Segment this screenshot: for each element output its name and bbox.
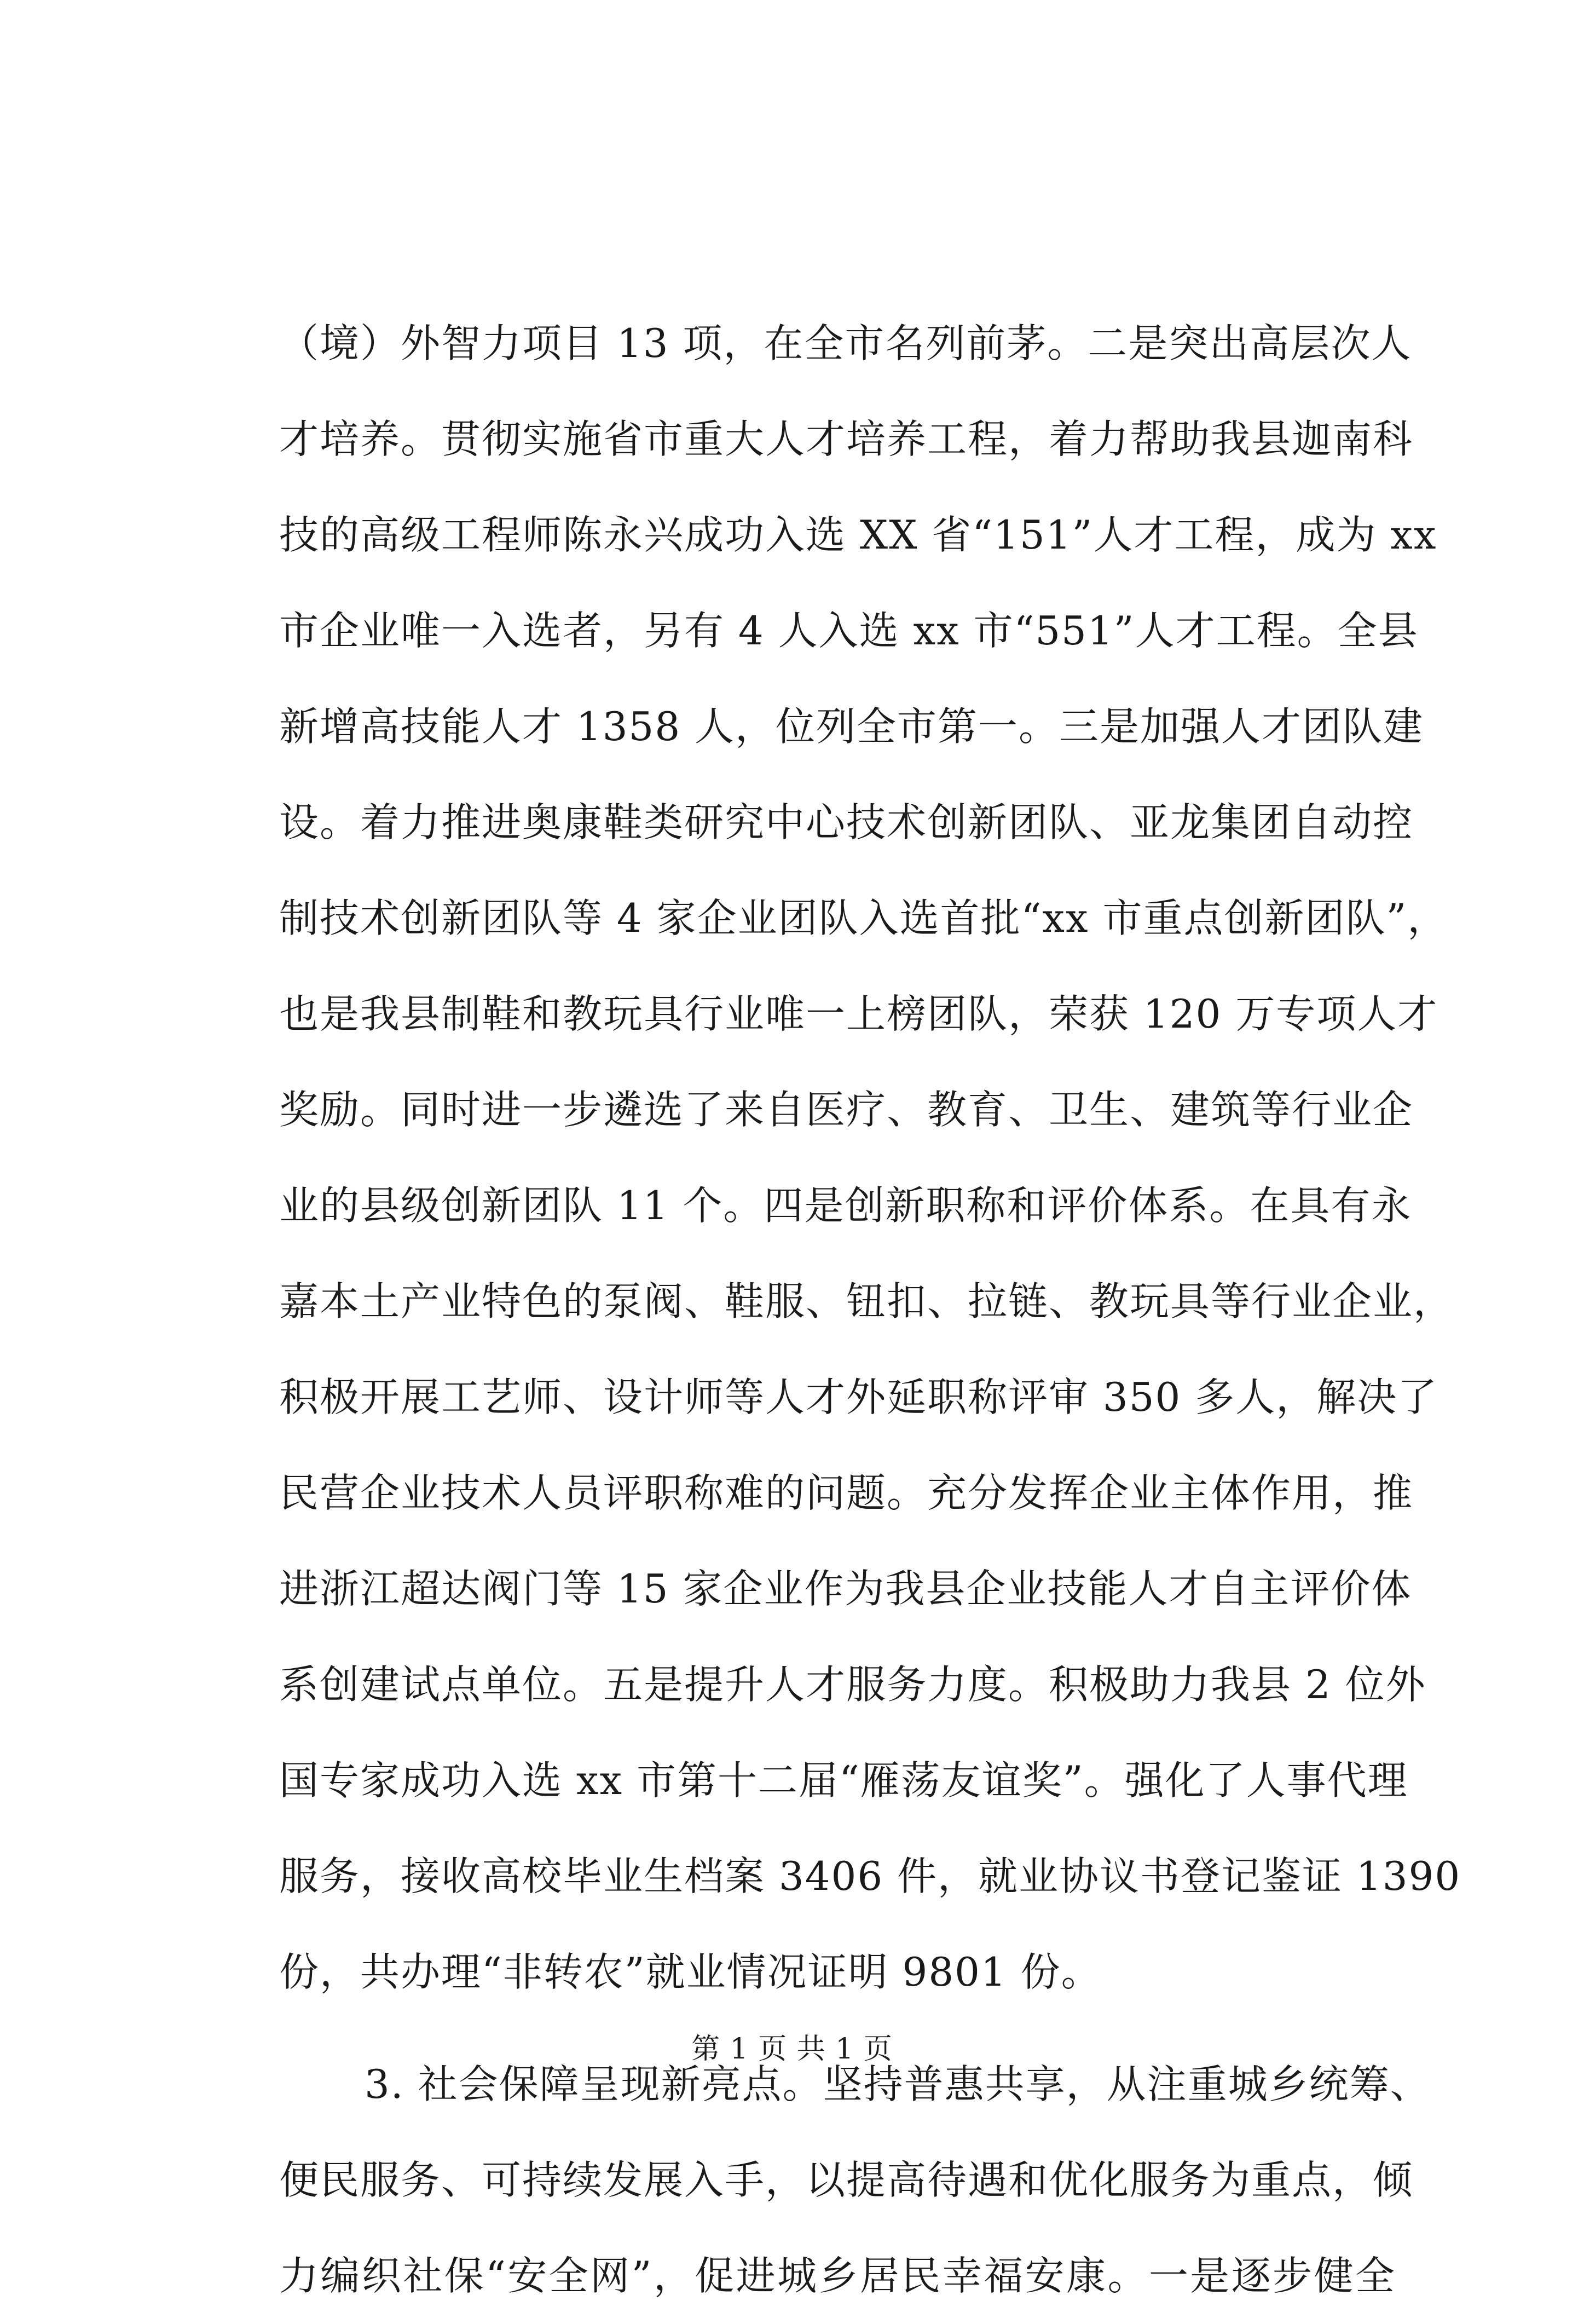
text-line: 制技术创新团队等 4 家企业团队入选首批“xx 市重点创新团队”， bbox=[279, 895, 1448, 941]
paragraph-1 bbox=[279, 296, 1461, 2020]
document-body bbox=[279, 296, 1461, 2324]
page-footer bbox=[0, 2026, 1584, 2067]
text-line: 嘉本土产业特色的泵阀、鞋服、钮扣、拉链、教玩具等行业企业， bbox=[279, 1278, 1454, 1324]
text-line: 进浙江超达阀门等 15 家企业作为我县企业技能人才自主评价体 bbox=[279, 1566, 1412, 1612]
text-line: 份，共办理“非转农”就业情况证明 9801 份。 bbox=[279, 1949, 1102, 1995]
text-line: 便民服务、可持续发展入手，以提高待遇和优化服务为重点，倾 bbox=[279, 2157, 1414, 2203]
text-line: 力编织社保“安全网”，促进城乡居民幸福安康。一是逐步健全 bbox=[279, 2253, 1396, 2299]
text-line: （境）外智力项目 13 项，在全市名列前茅。二是突出高层次人 bbox=[279, 320, 1412, 366]
text-line: 才培养。贯彻实施省市重大人才培养工程，着力帮助我县迦南科 bbox=[279, 416, 1414, 462]
text-line: 奖励。同时进一步遴选了来自医疗、教育、卫生、建筑等行业企 bbox=[279, 1087, 1414, 1133]
paragraph-2 bbox=[279, 2037, 1431, 2324]
text-line: 市企业唯一入选者，另有 4 人入选 xx 市“551”人才工程。全县 bbox=[279, 608, 1419, 654]
text-line: 3. 社会保障呈现新亮点。坚持普惠共享，从注重城乡统筹、 bbox=[365, 2061, 1431, 2107]
text-line: 设。着力推进奥康鞋类研究中心技术创新团队、亚龙集团自动控 bbox=[279, 799, 1414, 845]
text-line: 技的高级工程师陈永兴成功入选 XX 省“151”人才工程，成为 xx bbox=[279, 512, 1437, 558]
text-line: 也是我县制鞋和教玩具行业唯一上榜团队，荣获 120 万专项人才 bbox=[279, 991, 1438, 1037]
text-line: 新增高技能人才 1358 人，位列全市第一。三是加强人才团队建 bbox=[279, 703, 1424, 749]
text-line: 系创建试点单位。五是提升人才服务力度。积极助力我县 2 位外 bbox=[279, 1662, 1426, 1708]
text-line: 业的县级创新团队 11 个。四是创新职称和评价体系。在具有永 bbox=[279, 1183, 1412, 1229]
page-number-label: 第 1 页 共 1 页 bbox=[691, 2033, 893, 2066]
text-line: 服务，接收高校毕业生档案 3406 件，就业协议书登记鉴证 1390 bbox=[279, 1853, 1461, 1899]
text-line: 积极开展工艺师、设计师等人才外延职称评审 350 多人，解决了 bbox=[279, 1374, 1438, 1420]
text-line: 国专家成功入选 xx 市第十二届“雁荡友谊奖”。强化了人事代理 bbox=[279, 1757, 1408, 1803]
text-line: 民营企业技术人员评职称难的问题。充分发挥企业主体作用，推 bbox=[279, 1470, 1414, 1516]
